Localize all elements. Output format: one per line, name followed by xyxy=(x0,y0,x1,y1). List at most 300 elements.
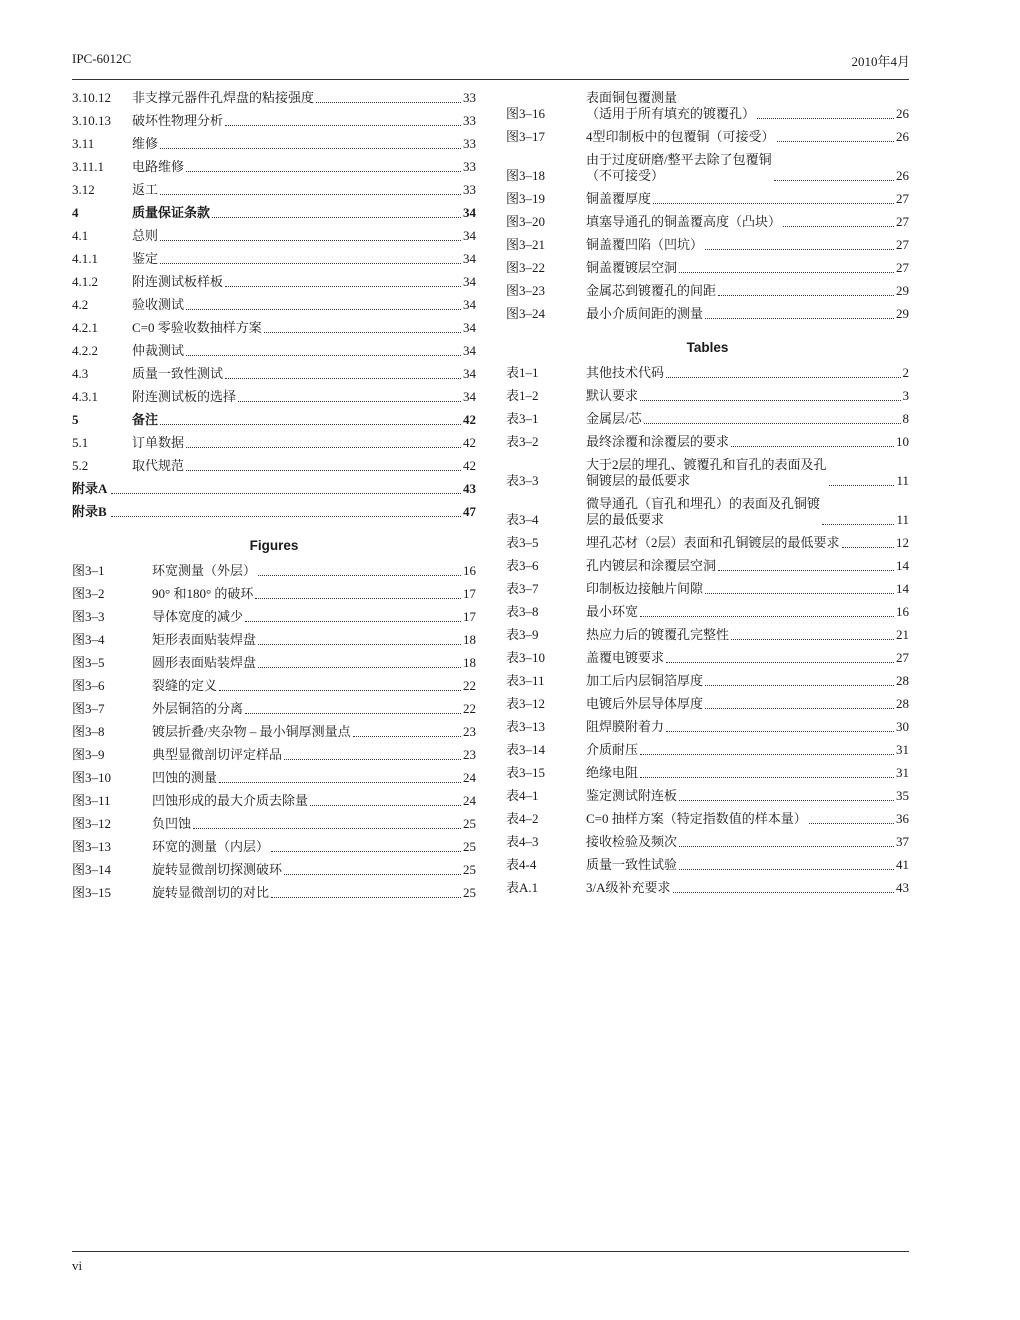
entry-body xyxy=(152,839,476,855)
toc-entry[interactable] xyxy=(506,129,909,145)
toc-entry[interactable] xyxy=(72,839,476,855)
entry-body xyxy=(586,152,909,184)
toc-entry[interactable] xyxy=(72,724,476,740)
header-rule xyxy=(72,79,909,80)
entry-number: 表3–14 xyxy=(506,742,546,757)
dot-leader xyxy=(640,616,894,617)
dot-leader xyxy=(160,240,461,241)
dot-leader xyxy=(783,226,894,227)
dot-leader xyxy=(219,690,461,691)
toc-entry[interactable] xyxy=(72,655,476,671)
dot-leader xyxy=(718,570,894,571)
entry-number: 表1–2 xyxy=(506,388,539,403)
entry-page: 27 xyxy=(896,650,909,665)
entry-page: 28 xyxy=(896,673,909,688)
dot-leader xyxy=(731,639,894,640)
entry-title: 接收检验及频次 xyxy=(586,834,678,849)
toc-entry[interactable] xyxy=(506,788,909,804)
entry-number: 图3–16 xyxy=(506,106,546,121)
entry-title: 阻焊膜附着力 xyxy=(586,719,665,734)
entry-title: 电镀后外层导体厚度 xyxy=(586,696,704,711)
toc-entry[interactable] xyxy=(72,205,476,221)
dot-leader xyxy=(271,897,461,898)
entry-number: 附录B xyxy=(72,504,107,519)
entry-title: 凹蚀形成的最大介质去除量 xyxy=(152,793,309,808)
toc-entry[interactable] xyxy=(72,678,476,694)
dot-leader xyxy=(225,286,461,287)
entry-title: 其他技术代码 xyxy=(586,365,665,380)
dot-leader xyxy=(705,249,894,250)
toc-entry[interactable] xyxy=(506,388,909,404)
toc-entry[interactable] xyxy=(72,228,476,244)
entry-page: 26 xyxy=(896,168,909,183)
entry-number: 图3–9 xyxy=(72,747,105,762)
toc-entry[interactable] xyxy=(72,747,476,763)
entry-number: 表3–9 xyxy=(506,627,539,642)
toc-entry[interactable] xyxy=(72,862,476,878)
entry-page: 18 xyxy=(463,655,476,670)
dot-leader xyxy=(705,685,894,686)
entry-body xyxy=(586,696,909,712)
dot-leader xyxy=(186,470,461,471)
entry-page: 27 xyxy=(896,214,909,229)
toc-entry[interactable] xyxy=(506,496,909,528)
toc-entry[interactable] xyxy=(506,604,909,620)
entry-number: 图3–17 xyxy=(506,129,546,144)
entry-body xyxy=(132,228,476,244)
entry-title: 订单数据 xyxy=(132,435,185,450)
entry-page: 25 xyxy=(463,839,476,854)
dot-leader xyxy=(284,759,461,760)
toc-entry[interactable] xyxy=(506,765,909,781)
entry-title: 加工后内层铜箔厚度 xyxy=(586,673,704,688)
entry-title: 破坏性物理分析 xyxy=(132,113,224,128)
entry-page: 29 xyxy=(896,283,909,298)
entry-number: 表A.1 xyxy=(506,880,539,895)
entry-body xyxy=(132,274,476,290)
entry-number: 4.1.2 xyxy=(72,274,98,289)
entry-number: 表3–15 xyxy=(506,765,546,780)
entry-number: 图3–7 xyxy=(72,701,105,716)
entry-number: 图3–13 xyxy=(72,839,112,854)
dot-leader xyxy=(731,446,894,447)
entry-title: 表面铜包覆测量 （适用于所有填充的镀覆孔） xyxy=(586,90,756,121)
dot-leader xyxy=(258,644,461,645)
entry-body xyxy=(132,297,476,313)
entry-page: 21 xyxy=(896,627,909,642)
entry-body xyxy=(586,857,909,873)
entry-page: 16 xyxy=(463,563,476,578)
toc-entry[interactable] xyxy=(72,366,476,382)
entry-number: 表4-4 xyxy=(506,857,537,872)
toc-entry[interactable] xyxy=(72,412,476,428)
dot-leader xyxy=(160,263,461,264)
entry-body xyxy=(152,563,476,579)
toc-entry[interactable] xyxy=(506,535,909,551)
entry-page: 23 xyxy=(463,747,476,762)
entry-page: 23 xyxy=(463,724,476,739)
dot-leader xyxy=(653,203,894,204)
entry-body xyxy=(586,457,909,489)
entry-title: 4型印制板中的包覆铜（可接受） xyxy=(586,129,775,144)
entry-number: 表3–3 xyxy=(506,473,539,488)
dot-leader xyxy=(640,754,894,755)
entry-number: 图3–10 xyxy=(72,770,112,785)
entry-body xyxy=(586,650,909,666)
toc-entry[interactable] xyxy=(506,650,909,666)
dot-leader xyxy=(160,424,461,425)
toc-entry[interactable] xyxy=(72,182,476,198)
entry-page: 30 xyxy=(896,719,909,734)
toc-entry[interactable] xyxy=(72,632,476,648)
figures-list-continued xyxy=(506,90,909,322)
entry-number: 5.2 xyxy=(72,458,89,473)
toc-entry[interactable] xyxy=(72,251,476,267)
toc-entry[interactable] xyxy=(72,136,476,152)
dot-leader xyxy=(238,401,461,402)
entry-number: 3.12 xyxy=(72,182,95,197)
toc-entry[interactable] xyxy=(506,365,909,381)
entry-page: 34 xyxy=(463,320,476,335)
toc-entry[interactable] xyxy=(506,880,909,896)
dot-leader xyxy=(679,272,894,273)
entry-number: 图3–5 xyxy=(72,655,105,670)
entry-body xyxy=(586,719,909,735)
entry-body xyxy=(132,90,476,106)
entry-body xyxy=(586,283,909,299)
entry-number: 图3–6 xyxy=(72,678,105,693)
dot-leader xyxy=(284,874,461,875)
entry-title: 取代规范 xyxy=(132,458,185,473)
toc-entry[interactable] xyxy=(506,152,909,184)
toc-entry[interactable] xyxy=(506,696,909,712)
dot-leader xyxy=(310,805,461,806)
entry-body xyxy=(132,182,476,198)
entry-body xyxy=(586,411,909,427)
toc-entry[interactable] xyxy=(72,90,476,106)
dot-leader xyxy=(255,598,461,599)
entry-number: 表3–11 xyxy=(506,673,545,688)
dot-leader xyxy=(186,355,461,356)
entry-page: 41 xyxy=(896,857,909,872)
entry-body xyxy=(152,609,476,625)
dot-leader xyxy=(705,318,894,319)
toc-entry[interactable] xyxy=(72,458,476,474)
page-number: vi xyxy=(72,1258,83,1273)
entry-title: 绝缘电阻 xyxy=(586,765,639,780)
entry-title: 金属芯到镀覆孔的间距 xyxy=(586,283,717,298)
entry-title: 外层铜箔的分离 xyxy=(152,701,244,716)
entry-body xyxy=(132,458,476,474)
toc-entry[interactable] xyxy=(72,563,476,579)
entry-body xyxy=(586,388,909,404)
entry-page: 26 xyxy=(896,106,909,121)
entry-body xyxy=(109,504,476,520)
entry-body xyxy=(586,260,909,276)
entry-number: 图3–14 xyxy=(72,862,112,877)
dot-leader xyxy=(679,846,894,847)
entry-page: 37 xyxy=(896,834,909,849)
entry-page: 33 xyxy=(463,136,476,151)
entry-number: 4.3.1 xyxy=(72,389,98,404)
entry-title: 由于过度研磨/整平去除了包覆铜 （不可接受） xyxy=(586,152,772,183)
entry-body xyxy=(586,604,909,620)
entry-title: C=0 零验收数抽样方案 xyxy=(132,320,262,335)
entry-title: 铜盖覆厚度 xyxy=(586,191,652,206)
entry-title: 附连测试板的选择 xyxy=(132,389,237,404)
toc-entry[interactable] xyxy=(72,885,476,901)
entry-body xyxy=(132,251,476,267)
entry-page: 11 xyxy=(896,512,909,527)
entry-page: 25 xyxy=(463,816,476,831)
toc-entry[interactable] xyxy=(72,343,476,359)
toc-entry[interactable] xyxy=(72,793,476,809)
toc-entry[interactable] xyxy=(506,411,909,427)
entry-title: 最终涂覆和涂覆层的要求 xyxy=(586,434,730,449)
entry-title: 质量一致性试验 xyxy=(586,857,678,872)
entry-page: 29 xyxy=(896,306,909,321)
dot-leader xyxy=(679,800,894,801)
entry-page: 33 xyxy=(463,113,476,128)
dot-leader xyxy=(777,141,894,142)
toc-entry[interactable] xyxy=(506,719,909,735)
dot-leader xyxy=(111,516,461,517)
entry-page: 11 xyxy=(896,473,909,488)
toc-entry[interactable] xyxy=(72,274,476,290)
entry-number: 图3–4 xyxy=(72,632,105,647)
dot-leader xyxy=(193,828,461,829)
entry-title: 电路维修 xyxy=(132,159,185,174)
entry-page: 42 xyxy=(463,435,476,450)
entry-title: 大于2层的埋孔、镀覆孔和盲孔的表面及孔 铜镀层的最低要求 xyxy=(586,457,827,488)
toc-entry[interactable] xyxy=(506,434,909,450)
dot-leader xyxy=(160,194,461,195)
entry-page: 35 xyxy=(896,788,909,803)
dot-leader xyxy=(160,148,461,149)
entry-title: 热应力后的镀覆孔完整性 xyxy=(586,627,730,642)
entry-page: 33 xyxy=(463,182,476,197)
running-header-doc-id: IPC-6012C xyxy=(72,51,132,66)
entry-page: 33 xyxy=(463,90,476,105)
toc-entry[interactable] xyxy=(506,283,909,299)
entry-number: 图3–18 xyxy=(506,168,546,183)
toc-entry[interactable] xyxy=(506,834,909,850)
entry-page: 34 xyxy=(463,366,476,381)
entry-title: 铜盖覆凹陷（凹坑） xyxy=(586,237,704,252)
toc-entry[interactable] xyxy=(506,260,909,276)
toc-entry[interactable] xyxy=(72,586,476,602)
toc-entry[interactable] xyxy=(72,816,476,832)
toc-entry[interactable] xyxy=(506,627,909,643)
toc-entry[interactable] xyxy=(506,191,909,207)
entry-page: 12 xyxy=(896,535,909,550)
dot-leader xyxy=(316,102,461,103)
entry-body xyxy=(586,811,909,827)
entry-number: 图3–21 xyxy=(506,237,546,252)
entry-body xyxy=(132,435,476,451)
entry-page: 3 xyxy=(902,388,909,403)
entry-body xyxy=(152,747,476,763)
entry-title: 总则 xyxy=(132,228,159,243)
dot-leader xyxy=(186,447,461,448)
entry-number: 表4–1 xyxy=(506,788,539,803)
entry-title: 仲裁测试 xyxy=(132,343,185,358)
entry-title: 盖覆电镀要求 xyxy=(586,650,665,665)
entry-body xyxy=(152,885,476,901)
entry-number: 表3–5 xyxy=(506,535,539,550)
entry-title: 鉴定测试附连板 xyxy=(586,788,678,803)
tables-heading: Tables xyxy=(686,340,729,355)
dot-leader xyxy=(245,713,461,714)
dot-leader xyxy=(666,662,894,663)
entry-body xyxy=(586,191,909,207)
entry-body xyxy=(152,793,476,809)
toc-entry[interactable] xyxy=(72,481,476,497)
toc-section-list xyxy=(72,90,476,520)
entry-number: 图3–1 xyxy=(72,563,105,578)
entry-number: 表3–4 xyxy=(506,512,539,527)
entry-body xyxy=(132,366,476,382)
entry-body xyxy=(132,205,476,221)
dot-leader xyxy=(842,547,894,548)
entry-title: 铜盖覆镀层空洞 xyxy=(586,260,678,275)
toc-entry[interactable] xyxy=(506,558,909,574)
entry-body xyxy=(132,320,476,336)
entry-number: 图3–11 xyxy=(72,793,111,808)
entry-title: 鉴定 xyxy=(132,251,159,266)
toc-entry[interactable] xyxy=(506,673,909,689)
entry-body xyxy=(132,113,476,129)
toc-entry[interactable] xyxy=(72,297,476,313)
dot-leader xyxy=(705,708,894,709)
toc-entry[interactable] xyxy=(506,214,909,230)
entry-body xyxy=(586,90,909,122)
toc-entry[interactable] xyxy=(72,701,476,717)
entry-page: 33 xyxy=(463,159,476,174)
entry-number: 表3–2 xyxy=(506,434,539,449)
toc-entry[interactable] xyxy=(506,237,909,253)
entry-number: 表3–12 xyxy=(506,696,546,711)
entry-title: 3/A级补充要求 xyxy=(586,880,671,895)
entry-number: 附录A xyxy=(72,481,108,496)
entry-title: 介质耐压 xyxy=(586,742,639,757)
entry-page: 42 xyxy=(463,412,476,427)
toc-entry[interactable] xyxy=(72,504,476,520)
entry-page: 34 xyxy=(463,205,476,220)
entry-body xyxy=(586,581,909,597)
entry-number: 图3–19 xyxy=(506,191,546,206)
entry-body xyxy=(586,627,909,643)
entry-number: 表1–1 xyxy=(506,365,539,380)
entry-body xyxy=(132,159,476,175)
entry-number: 3.10.13 xyxy=(72,113,111,128)
entry-body xyxy=(109,481,476,497)
toc-entry[interactable] xyxy=(72,389,476,405)
entry-number: 4.2 xyxy=(72,297,89,312)
entry-title: 负凹蚀 xyxy=(152,816,192,831)
entry-page: 28 xyxy=(896,696,909,711)
entry-title: 微导通孔（盲孔和埋孔）的表面及孔铜镀 层的最低要求 xyxy=(586,496,821,527)
entry-title: C=0 抽样方案（特定指数值的样本量） xyxy=(586,811,807,826)
entry-title: 90° 和180° 的破环 xyxy=(152,586,254,601)
entry-number: 图3–15 xyxy=(72,885,112,900)
entry-title: 质量一致性测试 xyxy=(132,366,224,381)
entry-number: 图3–2 xyxy=(72,586,105,601)
entry-page: 17 xyxy=(463,609,476,624)
entry-number: 3.10.12 xyxy=(72,90,111,105)
entry-page: 34 xyxy=(463,251,476,266)
toc-entry[interactable] xyxy=(506,581,909,597)
dot-leader xyxy=(258,575,461,576)
entry-body xyxy=(152,816,476,832)
entry-body xyxy=(586,306,909,322)
entry-title: 填塞导通孔的铜盖覆高度（凸块） xyxy=(586,214,782,229)
toc-entry[interactable] xyxy=(72,113,476,129)
entry-title: 凹蚀的测量 xyxy=(152,770,218,785)
entry-page: 25 xyxy=(463,862,476,877)
toc-entry[interactable] xyxy=(72,609,476,625)
toc-entry[interactable] xyxy=(506,457,909,489)
entry-title: 维修 xyxy=(132,136,159,151)
entry-body xyxy=(132,136,476,152)
figures-heading: Figures xyxy=(249,538,299,553)
entry-title: 默认要求 xyxy=(586,388,639,403)
entry-page: 36 xyxy=(896,811,909,826)
dot-leader xyxy=(718,295,894,296)
dot-leader xyxy=(186,171,461,172)
entry-body xyxy=(152,770,476,786)
entry-title: 镀层折叠/夹杂物 – 最小铜厚测量点 xyxy=(152,724,351,739)
entry-title: 验收测试 xyxy=(132,297,185,312)
entry-title: 旋转显微剖切探测破环 xyxy=(152,862,283,877)
toc-entry[interactable] xyxy=(506,306,909,322)
tables-list xyxy=(506,365,909,896)
entry-body xyxy=(132,343,476,359)
entry-title: 典型显微剖切评定样品 xyxy=(152,747,283,762)
entry-page: 16 xyxy=(896,604,909,619)
entry-number: 图3–23 xyxy=(506,283,546,298)
entry-title: 质量保证条款 xyxy=(132,205,211,220)
dot-leader xyxy=(640,400,900,401)
entry-title: 导体宽度的减少 xyxy=(152,609,244,624)
entry-page: 34 xyxy=(463,297,476,312)
entry-number: 4.1.1 xyxy=(72,251,98,266)
entry-number: 5.1 xyxy=(72,435,89,450)
entry-body xyxy=(586,742,909,758)
toc-entry[interactable] xyxy=(506,811,909,827)
toc-entry[interactable] xyxy=(506,90,909,122)
entry-number: 4.1 xyxy=(72,228,89,243)
entry-page: 27 xyxy=(896,191,909,206)
entry-title: 孔内镀层和涂覆层空洞 xyxy=(586,558,717,573)
entry-body xyxy=(152,586,476,602)
toc-entry[interactable] xyxy=(506,857,909,873)
toc-entry[interactable] xyxy=(506,742,909,758)
toc-entry[interactable] xyxy=(72,770,476,786)
entry-title: 圆形表面贴装焊盘 xyxy=(152,655,257,670)
toc-entry[interactable] xyxy=(72,320,476,336)
entry-body xyxy=(586,765,909,781)
dot-leader xyxy=(822,524,894,525)
entry-body xyxy=(586,788,909,804)
toc-entry[interactable] xyxy=(72,159,476,175)
entry-page: 22 xyxy=(463,701,476,716)
entry-number: 表3–8 xyxy=(506,604,539,619)
entry-number: 3.11.1 xyxy=(72,159,105,174)
entry-title: 印制板边接触片间隙 xyxy=(586,581,704,596)
entry-number: 图3–20 xyxy=(506,214,546,229)
toc-entry[interactable] xyxy=(72,435,476,451)
